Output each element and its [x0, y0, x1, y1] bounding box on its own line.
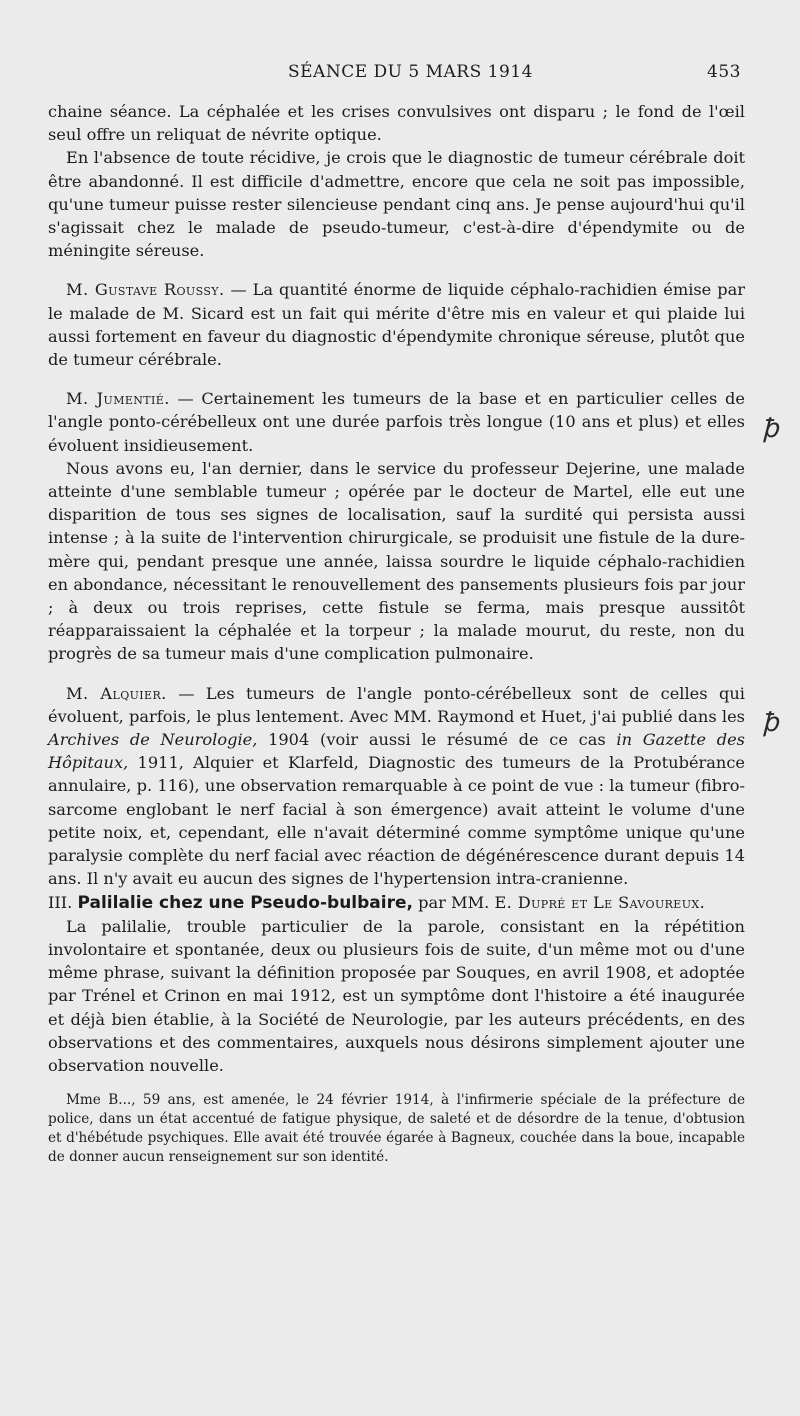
paragraph-alquier-text-c: 1911, Alquier et Klarfeld, Diagnostic des tumeurs de la Protubérance annulaire, p. 116), une observation remarquable à ce point de vue : la tumeur (fibro-sarcome englobant le nerf facial à son émergence) avait atteint le volume d'une petite noix, et, cependant, elle n'avait déterminé comme symptôme unique qu'une paralysie complète du nerf facial avec réaction de dégénérescence durant depuis 14 ans. Il n'y avait eu aucun des signes de l'hypertension intra-cranienne. [48, 753, 745, 889]
section-heading [48, 891, 745, 915]
paragraph-1: chaine séance. La céphalée et les crises convulsives ont disparu ; le fond de l'œil seul offre un reliquat de névrite optique. [48, 102, 745, 145]
section-authors: E. Dupré et Le Savoureux. [494, 892, 706, 912]
speaker-alquier: M. Alquier. [66, 683, 167, 703]
paragraph-roussy-text: — La quantité énorme de liquide céphalo-rachidien émise par le malade de M. Sicard est un fait qui mérite d'être mis en valeur et qui plaide lui aussi fortement en faveur du diagnostic d'épendymite chronique séreuse, plutôt que de tumeur cérébrale. [48, 280, 745, 370]
page-number: 453 [707, 62, 741, 82]
running-header [48, 62, 745, 86]
paragraph-alquier [48, 682, 745, 891]
paragraph-palilalie: La palilalie, trouble particulier de la parole, consistant en la répétition involontaire et spontanée, deux ou plusieurs fois de suite, d'un même mot ou d'une même phrase, suivant la définition proposée par Souques, en avril 1908, et adoptée par Trénel et Crinon en mai 1912, est un symptôme dont l'histoire a été inaugurée et déjà bien établie, à la Société de Neurologie, par les auteurs précédents, en des observations et des commentaires, auxquels nous désirons simplement ajouter une observation nouvelle. [48, 916, 745, 1075]
paragraph-2: En l'absence de toute récidive, je crois que le diagnostic de tumeur cérébrale doit être abandonné. Il est difficile d'admettre, encore que cela ne soit pas impossible, qu'une tumeur puisse rester silencieuse pendant cinq ans. Je pense aujourd'hui qu'il s'agissait chez le malade de pseudo-tumeur, c'est-à-dire d'épendymite ou de méningite séreuse. [48, 148, 745, 261]
section-number: III. [48, 892, 73, 912]
text-body [48, 100, 745, 1167]
paragraph-alquier-text-a: — Les tumeurs de l'angle ponto-cérébelleux sont de celles qui évoluent, parfois, le plus lentement. Avec MM. Raymond et Huet, j'ai publié dans les [48, 683, 745, 726]
speaker-jumentie: M. Jumentié. [66, 389, 170, 409]
margin-mark-2: ꝥ [762, 708, 779, 738]
header-title: SÉANCE DU 5 MARS 1914 [288, 62, 533, 82]
citation-gazette: in Gazette des Hôpitaux, [48, 730, 745, 773]
case-description: Mme B..., 59 ans, est amenée, le 24 février 1914, à l'infirmerie spéciale de la préfecture de police, dans un état accentué de fatigue physique, de saleté et de désordre de la tenue, d'obtusion et d'hébétude psychiques. Elle avait été trouvée égarée à Bagneux, couchée dans la boue, incapable de donner aucun renseignement sur son identité. [48, 1092, 745, 1166]
paragraph-jumentie-text: — Certainement les tumeurs de la base et en particulier celles de l'angle ponto-cérébelleux ont une durée parfois très longue (10 ans et plus) et elles évoluent insidieusement. [48, 389, 746, 455]
paragraph-roussy [48, 278, 745, 371]
citation-archives: Archives de Neurologie, [48, 730, 258, 750]
section-authors-prefix: par MM. [412, 892, 495, 912]
speaker-roussy: M. Gustave Roussy. [66, 280, 225, 300]
paragraph-5: Nous avons eu, l'an dernier, dans le service du professeur Dejerine, une malade atteinte d'une semblable tumeur ; opérée par le docteur de Martel, elle eut une disparition de tous ses signes de localisation, sauf la surdité qui persista aussi intense ; à la suite de l'intervention chirurgicale, se produisit une fistule de la dure-mère qui, pendant presque une année, laissa sourdre le liquide céphalo-rachidien en abondance, nécessitant le renouvellement des pansements plusieurs fois par jour ; à deux ou trois reprises, cette fistule se ferma, mais presque aussitôt réapparaissaient la céphalée et la torpeur ; la malade mourut, du reste, non du progrès de sa tumeur mais d'une complication pulmonaire. [48, 458, 745, 664]
paragraph-jumentie [48, 387, 745, 457]
margin-mark-1: ꝥ [762, 414, 779, 444]
paragraph-alquier-text-b: 1904 (voir aussi le résumé de ce cas [257, 730, 617, 750]
section-title: Palilalie chez une Pseudo-bulbaire, [77, 892, 413, 913]
